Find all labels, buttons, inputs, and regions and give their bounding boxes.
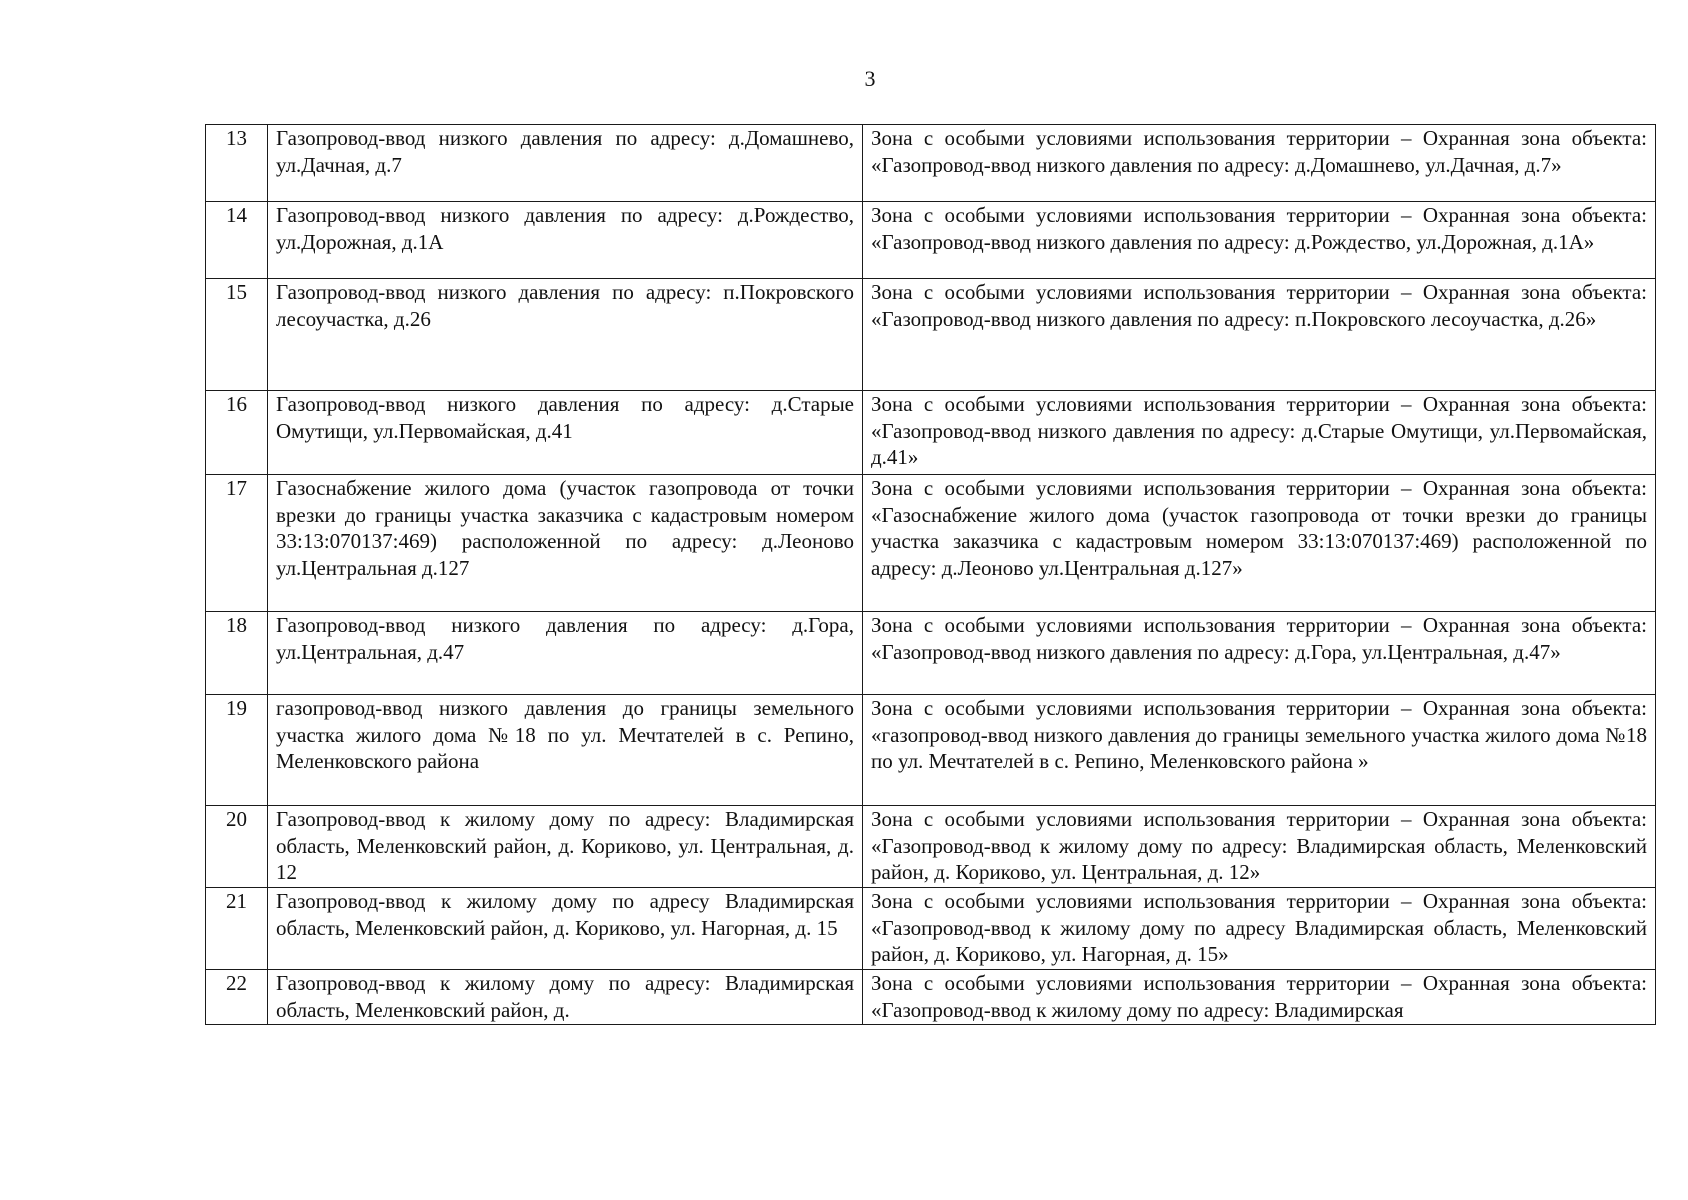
object-description: газопровод-ввод низкого давления до границы земельного участка жилого дома №18 по ул. Мечтателей в с. Репино, Меленковского района — [268, 695, 863, 806]
zone-description: Зона с особыми условиями использования территории – Охранная зона объекта: «Газопровод-ввод к жилому дому по адресу Владимирская область, Меленковский район, д. Кориково, ул. Нагорная, д. 15» — [863, 888, 1656, 970]
table-row — [206, 391, 1656, 475]
object-description: Газопровод-ввод низкого давления по адресу: п.Покровского лесоучастка, д.26 — [268, 279, 863, 391]
object-description: Газопровод-ввод низкого давления по адресу: д.Рождество, ул.Дорожная, д.1А — [268, 202, 863, 279]
table-row — [206, 279, 1656, 391]
object-description: Газопровод-ввод к жилому дому по адресу: Владимирская область, Меленковский район, д. — [268, 970, 863, 1025]
table-row — [206, 806, 1656, 888]
row-number: 15 — [206, 279, 268, 391]
zone-description: Зона с особыми условиями использования территории – Охранная зона объекта: «Газопровод-ввод низкого давления по адресу: д.Гора, ул.Центральная, д.47» — [863, 612, 1656, 695]
zone-description: Зона с особыми условиями использования территории – Охранная зона объекта: «Газопровод-ввод низкого давления по адресу: д.Домашнево, ул.Дачная, д.7» — [863, 125, 1656, 202]
row-number: 19 — [206, 695, 268, 806]
zone-description: Зона с особыми условиями использования территории – Охранная зона объекта: «Газопровод-ввод к жилому дому по адресу: Владимирская область, Меленковский район, д. Кориково, ул. Центральная, д. 12» — [863, 806, 1656, 888]
zone-description: Зона с особыми условиями использования территории – Охранная зона объекта: «Газопровод-ввод к жилому дому по адресу: Владимирская — [863, 970, 1656, 1025]
zones-table — [205, 124, 1656, 1025]
object-description: Газопровод-ввод низкого давления по адресу: д.Старые Омутищи, ул.Первомайская, д.41 — [268, 391, 863, 475]
zone-description: Зона с особыми условиями использования территории – Охранная зона объекта: «Газопровод-ввод низкого давления по адресу: д.Рождество, ул.Дорожная, д.1А» — [863, 202, 1656, 279]
row-number: 21 — [206, 888, 268, 970]
table-row — [206, 970, 1656, 1025]
object-description: Газопровод-ввод низкого давления по адресу: д.Гора, ул.Центральная, д.47 — [268, 612, 863, 695]
object-description: Газопровод-ввод к жилому дому по адресу Владимирская область, Меленковский район, д. Кориково, ул. Нагорная, д. 15 — [268, 888, 863, 970]
row-number: 20 — [206, 806, 268, 888]
page-number: 3 — [864, 66, 876, 91]
object-description: Газопровод-ввод к жилому дому по адресу: Владимирская область, Меленковский район, д. Кориково, ул. Центральная, д. 12 — [268, 806, 863, 888]
zone-description: Зона с особыми условиями использования территории – Охранная зона объекта: «Газопровод-ввод низкого давления по адресу: д.Старые Омутищи, ул.Первомайская, д.41» — [863, 391, 1656, 475]
row-number: 18 — [206, 612, 268, 695]
table-row — [206, 888, 1656, 970]
object-description: Газоснабжение жилого дома (участок газопровода от точки врезки до границы участка заказчика с кадастровым номером 33:13:070137:469) расположенной по адресу: д.Леоново ул.Центральная д.127 — [268, 475, 863, 612]
zone-description: Зона с особыми условиями использования территории – Охранная зона объекта: «Газопровод-ввод низкого давления по адресу: п.Покровского лесоучастка, д.26» — [863, 279, 1656, 391]
row-number: 13 — [206, 125, 268, 202]
zone-description: Зона с особыми условиями использования территории – Охранная зона объекта: «газопровод-ввод низкого давления до границы земельного участка жилого дома №18 по ул. Мечтателей в с. Репино, Меленковского района » — [863, 695, 1656, 806]
object-description: Газопровод-ввод низкого давления по адресу: д.Домашнево, ул.Дачная, д.7 — [268, 125, 863, 202]
row-number: 22 — [206, 970, 268, 1025]
zone-description: Зона с особыми условиями использования территории – Охранная зона объекта: «Газоснабжение жилого дома (участок газопровода от точки врезки до границы участка заказчика с кадастровым номером 33:13:070137:469) расположенной по адресу: д.Леоново ул.Центральная д.127» — [863, 475, 1656, 612]
table-row — [206, 695, 1656, 806]
table-row — [206, 475, 1656, 612]
table-row — [206, 612, 1656, 695]
row-number: 14 — [206, 202, 268, 279]
row-number: 17 — [206, 475, 268, 612]
table-row — [206, 125, 1656, 202]
row-number: 16 — [206, 391, 268, 475]
table-row — [206, 202, 1656, 279]
